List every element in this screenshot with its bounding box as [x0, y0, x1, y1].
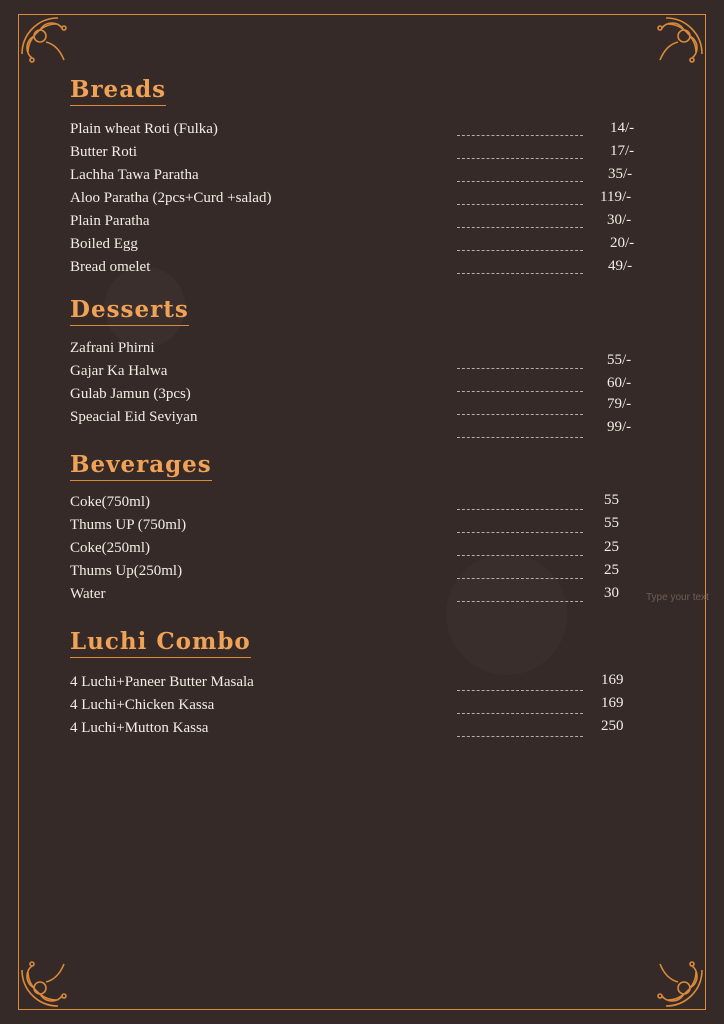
dotted-leader: [457, 414, 583, 415]
dotted-leader: [457, 273, 583, 274]
menu-item-name: Coke(250ml): [70, 540, 150, 556]
menu-item-name: 4 Luchi+Chicken Kassa: [70, 697, 215, 713]
dotted-leader: [457, 690, 583, 691]
menu-item-name: Water: [70, 586, 106, 602]
menu-item-name: Thums UP (750ml): [70, 517, 187, 533]
menu-item-price: 20/-: [610, 235, 635, 251]
menu-item-price: 35/-: [608, 166, 633, 182]
menu-item-name: Thums Up(250ml): [70, 563, 183, 579]
menu-item-price: 49/-: [608, 258, 633, 274]
menu-item-price: 25: [604, 562, 619, 578]
dotted-leader: [457, 578, 583, 579]
menu-item-price: 25: [604, 539, 619, 555]
menu-item-price: 55: [604, 515, 619, 531]
menu-item-name: Gulab Jamun (3pcs): [70, 386, 191, 402]
ornament-corner-bottom-right-icon: [642, 946, 706, 1010]
section-heading-breads: Breads: [70, 76, 166, 106]
menu-item-name: Butter Roti: [70, 144, 138, 160]
section-heading-luchi-combo: Luchi Combo: [70, 628, 251, 658]
menu-item-price: 79/-: [607, 396, 632, 412]
menu-item-name: Plain wheat Roti (Fulka): [70, 121, 218, 137]
ornament-corner-top-right-icon: [642, 14, 706, 78]
dotted-leader: [457, 601, 583, 602]
dotted-leader: [457, 250, 583, 251]
menu-item-name: Speacial Eid Seviyan: [70, 409, 198, 425]
menu-item-price: 14/-: [610, 120, 635, 136]
ornament-corner-bottom-left-icon: [18, 946, 82, 1010]
section-heading-beverages: Beverages: [70, 451, 212, 481]
menu-item-name: Aloo Paratha (2pcs+Curd +salad): [70, 190, 272, 206]
menu-item-price: 55/-: [607, 352, 632, 368]
menu-item-price: 119/-: [600, 189, 632, 205]
menu-item-name: Lachha Tawa Paratha: [70, 167, 199, 183]
menu-item-price: 30: [604, 585, 619, 601]
text-placeholder[interactable]: Type your text: [646, 592, 709, 603]
menu-item-name: Zafrani Phirni: [70, 340, 155, 356]
menu-item-price: 250: [601, 718, 624, 734]
menu-item-name: Coke(750ml): [70, 494, 150, 510]
dotted-leader: [457, 181, 583, 182]
dotted-leader: [457, 532, 583, 533]
dotted-leader: [457, 135, 583, 136]
menu-item-price: 60/-: [607, 375, 632, 391]
menu-item-price: 17/-: [610, 143, 635, 159]
dotted-leader: [457, 437, 583, 438]
menu-item-price: 55: [604, 492, 619, 508]
menu-item-price: 99/-: [607, 419, 632, 435]
dotted-leader: [457, 391, 583, 392]
section-heading-desserts: Desserts: [70, 296, 189, 326]
menu-item-price: 169: [601, 672, 624, 688]
menu-item-name: Boiled Egg: [70, 236, 138, 252]
dotted-leader: [457, 713, 583, 714]
decorative-border: [18, 14, 706, 1010]
ornament-corner-top-left-icon: [18, 14, 82, 78]
menu-item-price: 30/-: [607, 212, 632, 228]
menu-item-name: Plain Paratha: [70, 213, 150, 229]
dotted-leader: [457, 736, 583, 737]
dotted-leader: [457, 227, 583, 228]
dotted-leader: [457, 368, 583, 369]
menu-item-name: 4 Luchi+Paneer Butter Masala: [70, 674, 254, 690]
dotted-leader: [457, 555, 583, 556]
dotted-leader: [457, 204, 583, 205]
dotted-leader: [457, 158, 583, 159]
menu-item-price: 169: [601, 695, 624, 711]
menu-item-name: 4 Luchi+Mutton Kassa: [70, 720, 209, 736]
menu-item-name: Gajar Ka Halwa: [70, 363, 168, 379]
dotted-leader: [457, 509, 583, 510]
menu-item-name: Bread omelet: [70, 259, 151, 275]
